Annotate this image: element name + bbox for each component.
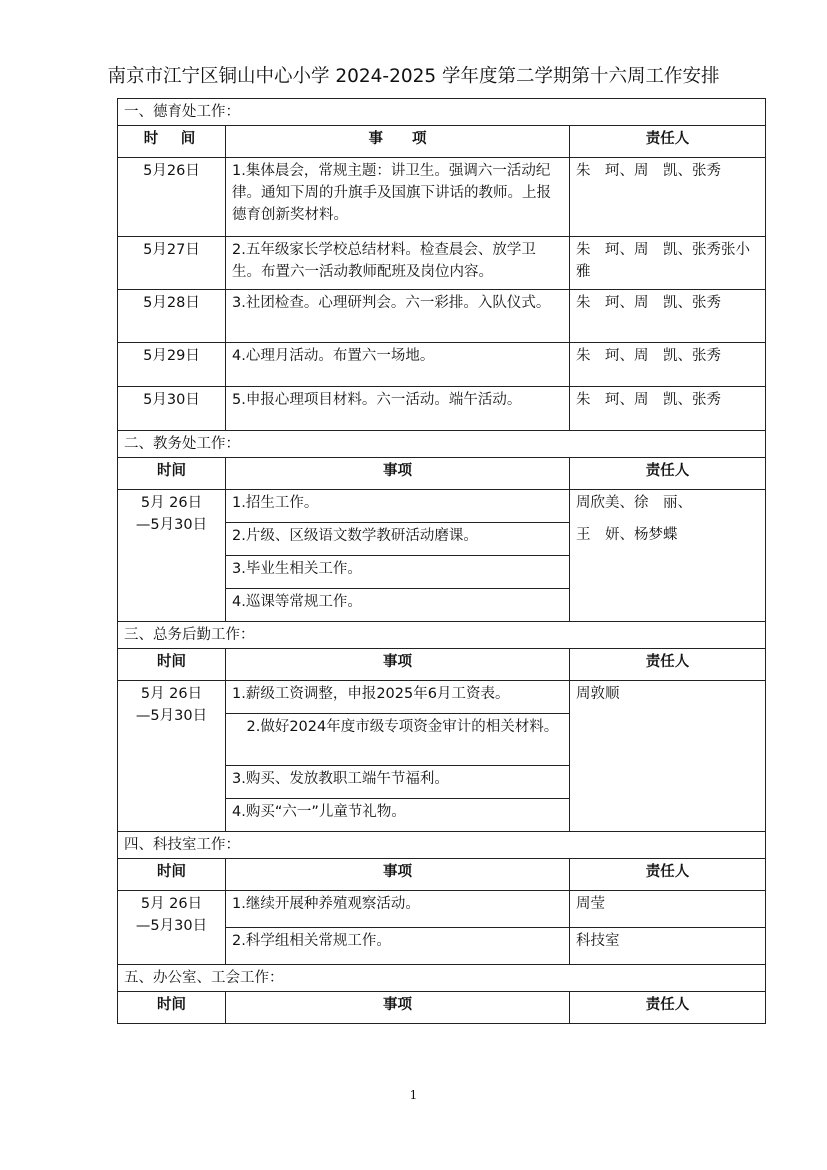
- section-heading-office: 五、办公室、工会工作：: [118, 965, 766, 992]
- table-row: [118, 490, 766, 523]
- col-header-time: 时间: [118, 458, 226, 490]
- row-person: 朱 珂、周 凯、张秀张小雅: [570, 237, 766, 290]
- row-item: 2.片级、区级语文数学教研活动磨课。: [226, 523, 570, 556]
- section-heading-logistics: 三、总务后勤工作：: [118, 622, 766, 649]
- col-header-person: 责任人: [570, 649, 766, 681]
- row-item: 3.购买、发放教职工端午节福利。: [226, 766, 570, 799]
- row-time: 5月29日: [118, 343, 226, 387]
- row-item: 3.社团检查。心理研判会。六一彩排。入队仪式。: [226, 290, 570, 343]
- table-row: [118, 290, 766, 343]
- section-heading-row: [118, 622, 766, 649]
- time-start: 5月 26日: [140, 495, 203, 511]
- time-end: —5月30日: [135, 918, 208, 934]
- col-header-time: 时 间: [118, 126, 226, 158]
- table-row: [118, 681, 766, 714]
- section-heading-row: [118, 965, 766, 992]
- row-time: 5月30日: [118, 387, 226, 431]
- section-heading-row: [118, 431, 766, 458]
- table-row: [118, 343, 766, 387]
- col-header-item: 事 项: [226, 126, 570, 158]
- weekly-schedule-table: [117, 98, 766, 1024]
- row-time: [118, 681, 226, 832]
- table-header-row: [118, 992, 766, 1024]
- row-person: 朱 珂、周 凯、张秀: [570, 387, 766, 431]
- table-header-row: [118, 458, 766, 490]
- table-row: [118, 237, 766, 290]
- col-header-item: 事项: [226, 992, 570, 1024]
- row-item: 4.巡课等常规工作。: [226, 589, 570, 622]
- table-header-row: [118, 859, 766, 891]
- document-title: 南京市江宁区铜山中心小学 2024-2025 学年度第二学期第十六周工作安排: [107, 66, 720, 87]
- row-person: 周敦顺: [570, 681, 766, 832]
- row-item: 5.申报心理项目材料。六一活动。端午活动。: [226, 387, 570, 431]
- time-end: —5月30日: [135, 708, 208, 724]
- section-heading-moral: 一、德育处工作：: [118, 99, 766, 126]
- col-header-time: 时间: [118, 649, 226, 681]
- section-heading-row: [118, 99, 766, 126]
- row-item: 1.集体晨会，常规主题：讲卫生。强调六一活动纪律。通知下周的升旗手及国旗下讲话的教师。上报德育创新奖材料。: [226, 158, 570, 237]
- row-time: 5月28日: [118, 290, 226, 343]
- row-time: [118, 490, 226, 622]
- row-person: 朱 珂、周 凯、张秀: [570, 158, 766, 237]
- row-item: 4.心理月活动。布置六一场地。: [226, 343, 570, 387]
- col-header-time: 时间: [118, 992, 226, 1024]
- table-row: [118, 387, 766, 431]
- row-time: [118, 891, 226, 965]
- time-end: —5月30日: [135, 517, 208, 533]
- row-item: 1.薪级工资调整，申报2025年6月工资表。: [226, 681, 570, 714]
- row-time: 5月26日: [118, 158, 226, 237]
- row-item: 2.做好2024年度市级专项资金审计的相关材料。: [226, 714, 570, 766]
- row-item: 1.招生工作。: [226, 490, 570, 523]
- person-line: 王 妍、杨梦蝶: [576, 527, 678, 543]
- col-header-person: 责任人: [570, 458, 766, 490]
- row-item: 4.购买“六一”儿童节礼物。: [226, 799, 570, 832]
- page-number: 1: [409, 1088, 418, 1102]
- col-header-person: 责任人: [570, 126, 766, 158]
- time-start: 5月 26日: [140, 686, 203, 702]
- row-time: 5月27日: [118, 237, 226, 290]
- row-person: 朱 珂、周 凯、张秀: [570, 290, 766, 343]
- row-person: 科技室: [570, 928, 766, 965]
- table-row: [118, 158, 766, 237]
- col-header-person: 责任人: [570, 992, 766, 1024]
- row-person: 周莹: [570, 891, 766, 928]
- col-header-item: 事项: [226, 649, 570, 681]
- row-item: 1.继续开展种养殖观察活动。: [226, 891, 570, 928]
- row-item: 2.五年级家长学校总结材料。检查晨会、放学卫生。布置六一活动教师配班及岗位内容。: [226, 237, 570, 290]
- row-item: 3.毕业生相关工作。: [226, 556, 570, 589]
- table-row: [118, 891, 766, 928]
- col-header-item: 事项: [226, 458, 570, 490]
- table-header-row: [118, 126, 766, 158]
- col-header-person: 责任人: [570, 859, 766, 891]
- row-person: [570, 490, 766, 622]
- section-heading-row: [118, 832, 766, 859]
- col-header-item: 事项: [226, 859, 570, 891]
- col-header-time: 时间: [118, 859, 226, 891]
- row-item: 2.科学组相关常规工作。: [226, 928, 570, 965]
- section-heading-academic: 二、教务处工作：: [118, 431, 766, 458]
- section-heading-tech: 四、科技室工作：: [118, 832, 766, 859]
- row-person: 朱 珂、周 凯、张秀: [570, 343, 766, 387]
- table-header-row: [118, 649, 766, 681]
- time-start: 5月 26日: [140, 896, 203, 912]
- person-line: 周欣美、徐 丽、: [576, 495, 692, 511]
